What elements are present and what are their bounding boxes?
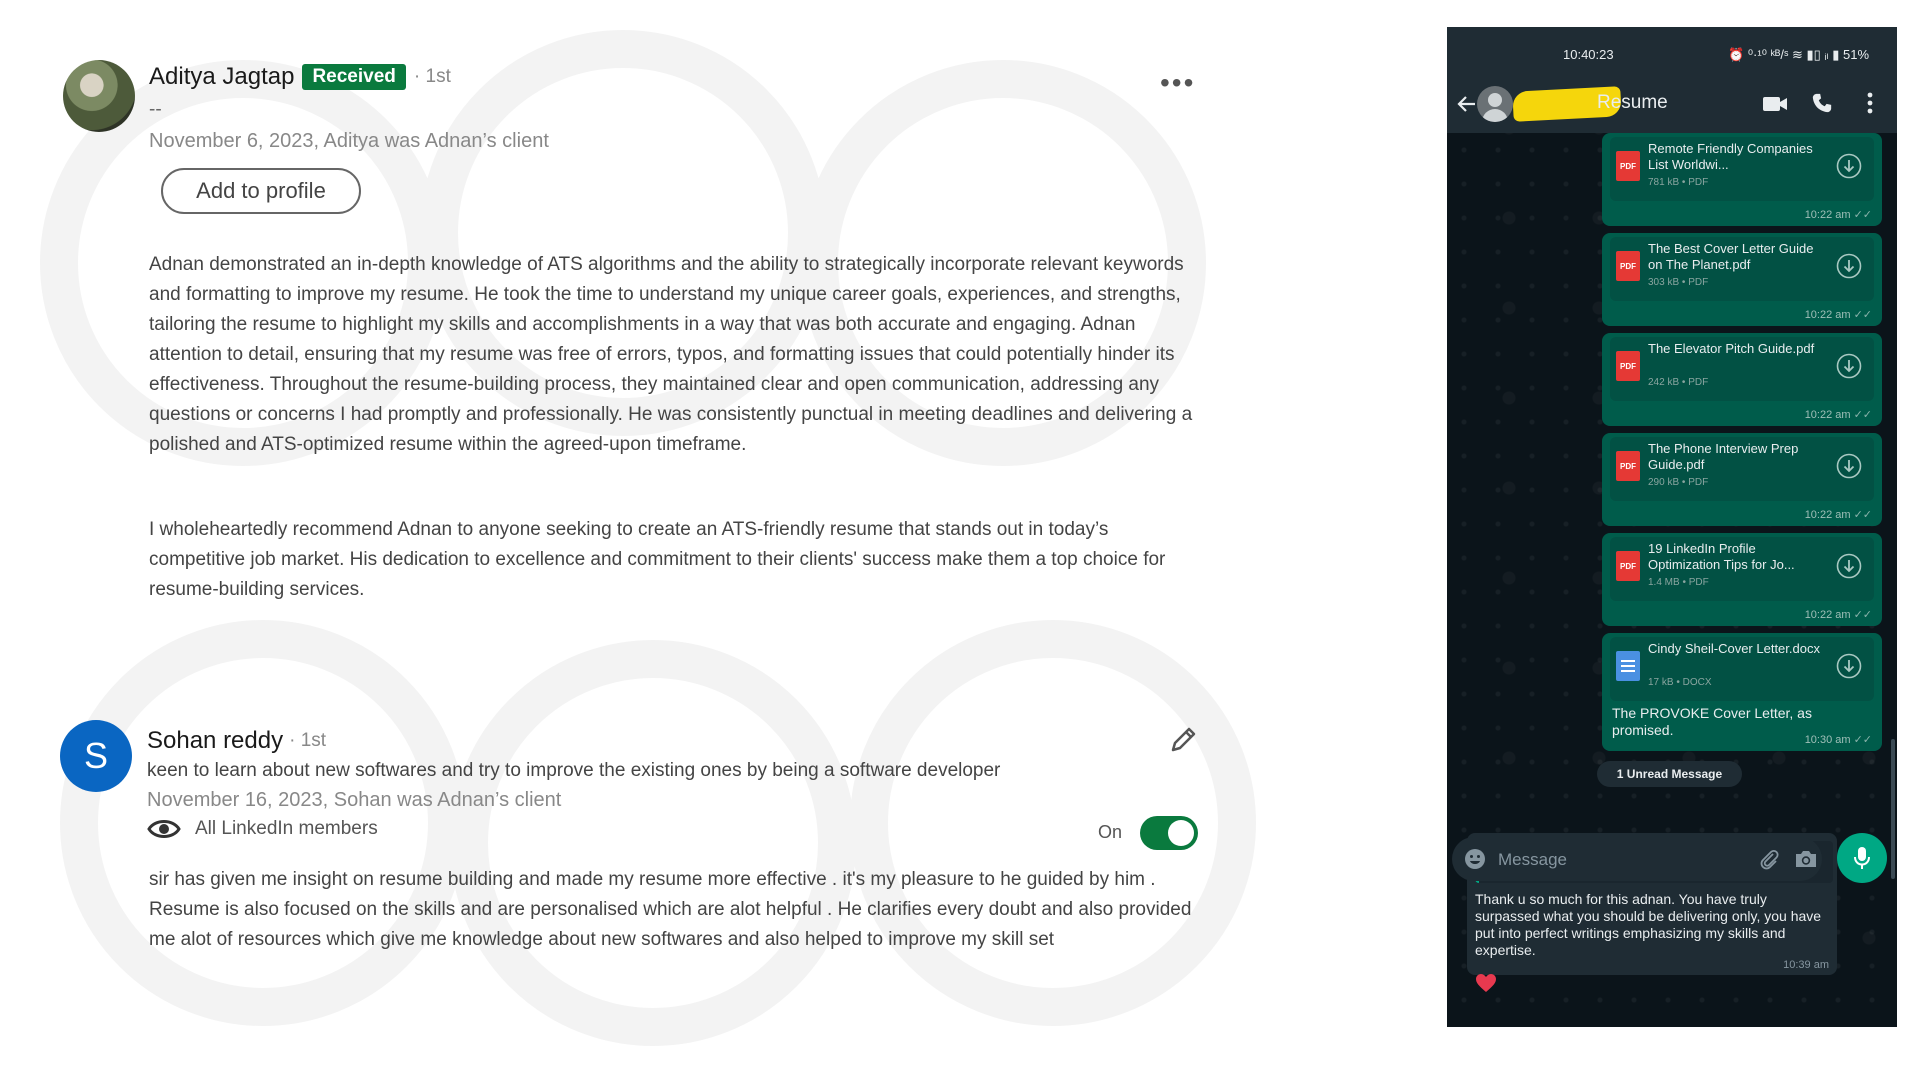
file-name: The Phone Interview Prep Guide.pdf — [1648, 441, 1799, 472]
avatar[interactable]: S — [60, 720, 132, 792]
message-composer — [1452, 837, 1822, 881]
message-time: 10:39 am — [1783, 959, 1829, 971]
emoji-icon[interactable] — [1464, 848, 1486, 870]
pdf-file-icon: PDF — [1616, 151, 1640, 181]
file-attachment[interactable] — [1610, 137, 1874, 201]
overflow-menu-icon[interactable] — [1867, 92, 1873, 114]
heart-reaction-icon[interactable] — [1475, 973, 1497, 993]
file-name: 19 LinkedIn Profile Optimization Tips for Jo... — [1648, 541, 1795, 572]
download-icon[interactable] — [1836, 653, 1862, 679]
double-check-icon: ✓✓ — [1853, 609, 1872, 621]
file-attachment[interactable] — [1610, 537, 1874, 601]
edit-pencil-icon[interactable] — [1165, 722, 1201, 758]
eye-icon — [147, 818, 181, 840]
video-call-icon[interactable] — [1762, 94, 1788, 114]
file-name: The Best Cover Letter Guide on The Planet.pdf — [1648, 241, 1814, 272]
back-arrow-icon[interactable] — [1455, 92, 1479, 116]
toggle-label: On — [1098, 822, 1123, 842]
scrollbar[interactable] — [1891, 739, 1895, 879]
relationship-date: November 16, 2023, Sohan was Adnan’s client — [147, 789, 562, 811]
message-time: 10:22 am ✓✓ — [1804, 409, 1872, 421]
watermark-shape — [450, 640, 856, 1046]
message-time: 10:30 am ✓✓ — [1804, 734, 1872, 746]
document-message[interactable] — [1602, 533, 1882, 626]
recommendation-text: I wholeheartedly recommend Adnan to anyone seeking to create an ATS-friendly resume that stands out in today’s competitive job market. His dedication to excellence and commitment to their clients' success make them a top choice for resume-building services. — [149, 519, 1166, 600]
double-check-icon: ✓✓ — [1853, 509, 1872, 521]
message-caption: The PROVOKE Cover Letter, as promised. — [1612, 705, 1812, 738]
pdf-file-icon: PDF — [1616, 351, 1640, 381]
file-meta: 17 kB • DOCX — [1648, 677, 1712, 688]
whatsapp-chat-screenshot — [1447, 27, 1897, 1027]
download-icon[interactable] — [1836, 553, 1862, 579]
recommender-header — [147, 727, 326, 755]
recommender-headline: keen to learn about new softwares and try to improve the existing ones by being a software developer — [147, 760, 1001, 781]
add-to-profile-button[interactable]: Add to profile — [161, 168, 361, 214]
document-message[interactable] — [1602, 433, 1882, 526]
download-icon[interactable] — [1836, 453, 1862, 479]
pdf-file-icon: PDF — [1616, 451, 1640, 481]
voice-record-button[interactable] — [1837, 833, 1887, 883]
file-attachment[interactable] — [1610, 337, 1874, 401]
avatar[interactable] — [63, 60, 135, 132]
camera-icon[interactable] — [1794, 848, 1818, 870]
double-check-icon: ✓✓ — [1853, 309, 1872, 321]
paperclip-icon[interactable] — [1758, 848, 1780, 870]
visibility-row[interactable] — [147, 818, 378, 840]
connection-degree: · 1st — [289, 730, 327, 751]
recommender-name[interactable]: Aditya Jagtap — [149, 63, 295, 90]
contact-name[interactable]: Resume — [1597, 92, 1668, 113]
status-badge: Received — [302, 64, 405, 90]
status-clock: 10:40:23 — [1563, 47, 1614, 62]
recommender-name[interactable]: Sohan reddy — [147, 727, 284, 754]
message-time: 10:22 am ✓✓ — [1804, 209, 1872, 221]
download-icon[interactable] — [1836, 253, 1862, 279]
recommendation-text: sir has given me insight on resume building and made my resume more effective . it's my pleasure to he guided by him . Resume is also focused on the skills and are personalised which are alot helpful . He clarifies every doubt and also provided me alot of resources which give me knowledge about new softwares and also helped to improve my skill set — [149, 869, 1192, 950]
display-toggle[interactable] — [1140, 816, 1198, 850]
file-meta: 290 kB • PDF — [1648, 477, 1709, 488]
chat-header — [1447, 75, 1897, 133]
status-bar — [1447, 27, 1897, 75]
message-time: 10:22 am ✓✓ — [1804, 509, 1872, 521]
recommendation-text: Adnan demonstrated an in-depth knowledge of ATS algorithms and the ability to strategically incorporate relevant keywords and formatting to improve my resume. He took the time to understand my unique career goals, experiences, and strengths, tailoring the resume to highlight my skills and accomplishments in a way that was both accurate and engaging. Adnan attention to detail, ensuring that my resume was free of errors, typos, and formatting issues that could potentially hinder its effectiveness. Throughout the resume-building process, they maintained clear and open communication, addressing any questions or concerns I had promptly and professionally. He was consistently punctual in meeting deadlines and delivering a polished and ATS-optimized resume within the agreed-upon timeframe. — [149, 254, 1193, 455]
message-time: 10:22 am ✓✓ — [1804, 309, 1872, 321]
connection-degree: · 1st — [413, 66, 451, 87]
relationship-date: November 6, 2023, Aditya was Adnan’s client — [149, 130, 549, 152]
file-meta: 303 kB • PDF — [1648, 277, 1709, 288]
double-check-icon: ✓✓ — [1853, 209, 1872, 221]
microphone-icon — [1852, 846, 1872, 870]
recommender-headline: -- — [149, 99, 162, 120]
document-message[interactable] — [1602, 233, 1882, 326]
voice-call-icon[interactable] — [1811, 92, 1833, 114]
toggle-knob — [1168, 820, 1194, 846]
file-name: Remote Friendly Companies List Worldwi... — [1648, 141, 1813, 172]
pdf-file-icon: PDF — [1616, 251, 1640, 281]
recommender-header — [149, 63, 451, 91]
file-name: The Elevator Pitch Guide.pdf — [1648, 341, 1815, 356]
file-attachment[interactable] — [1610, 637, 1874, 701]
document-message[interactable] — [1602, 133, 1882, 226]
file-meta: 242 kB • PDF — [1648, 377, 1709, 388]
pdf-file-icon: PDF — [1616, 551, 1640, 581]
document-message[interactable] — [1602, 333, 1882, 426]
visibility-label: All LinkedIn members — [195, 818, 378, 839]
message-text: Thank u so much for this adnan. You have truly surpassed what you should be delivering only, you have put into perfect writings emphasizing my skills and expertise. — [1475, 891, 1822, 958]
file-attachment[interactable] — [1610, 237, 1874, 301]
file-name: Cindy Sheil-Cover Letter.docx — [1648, 641, 1820, 656]
message-time: 10:22 am ✓✓ — [1804, 609, 1872, 621]
status-icons: ⏰ ⁰·¹⁰ ᵏᴮ/ˢ ≋ ▮▯ ᵢₗ ▮ 51% — [1728, 47, 1869, 62]
file-meta: 781 kB • PDF — [1648, 177, 1709, 188]
file-attachment[interactable] — [1610, 437, 1874, 501]
docx-file-icon — [1616, 651, 1640, 681]
double-check-icon: ✓✓ — [1853, 734, 1872, 746]
message-input[interactable] — [1496, 845, 1740, 875]
double-check-icon: ✓✓ — [1853, 409, 1872, 421]
file-meta: 1.4 MB • PDF — [1648, 577, 1709, 588]
unread-divider: 1 Unread Message — [1597, 761, 1742, 787]
download-icon[interactable] — [1836, 353, 1862, 379]
download-icon[interactable] — [1836, 153, 1862, 179]
more-options-button[interactable]: ••• — [1160, 67, 1196, 98]
document-message[interactable] — [1602, 633, 1882, 751]
contact-avatar[interactable] — [1477, 86, 1513, 122]
